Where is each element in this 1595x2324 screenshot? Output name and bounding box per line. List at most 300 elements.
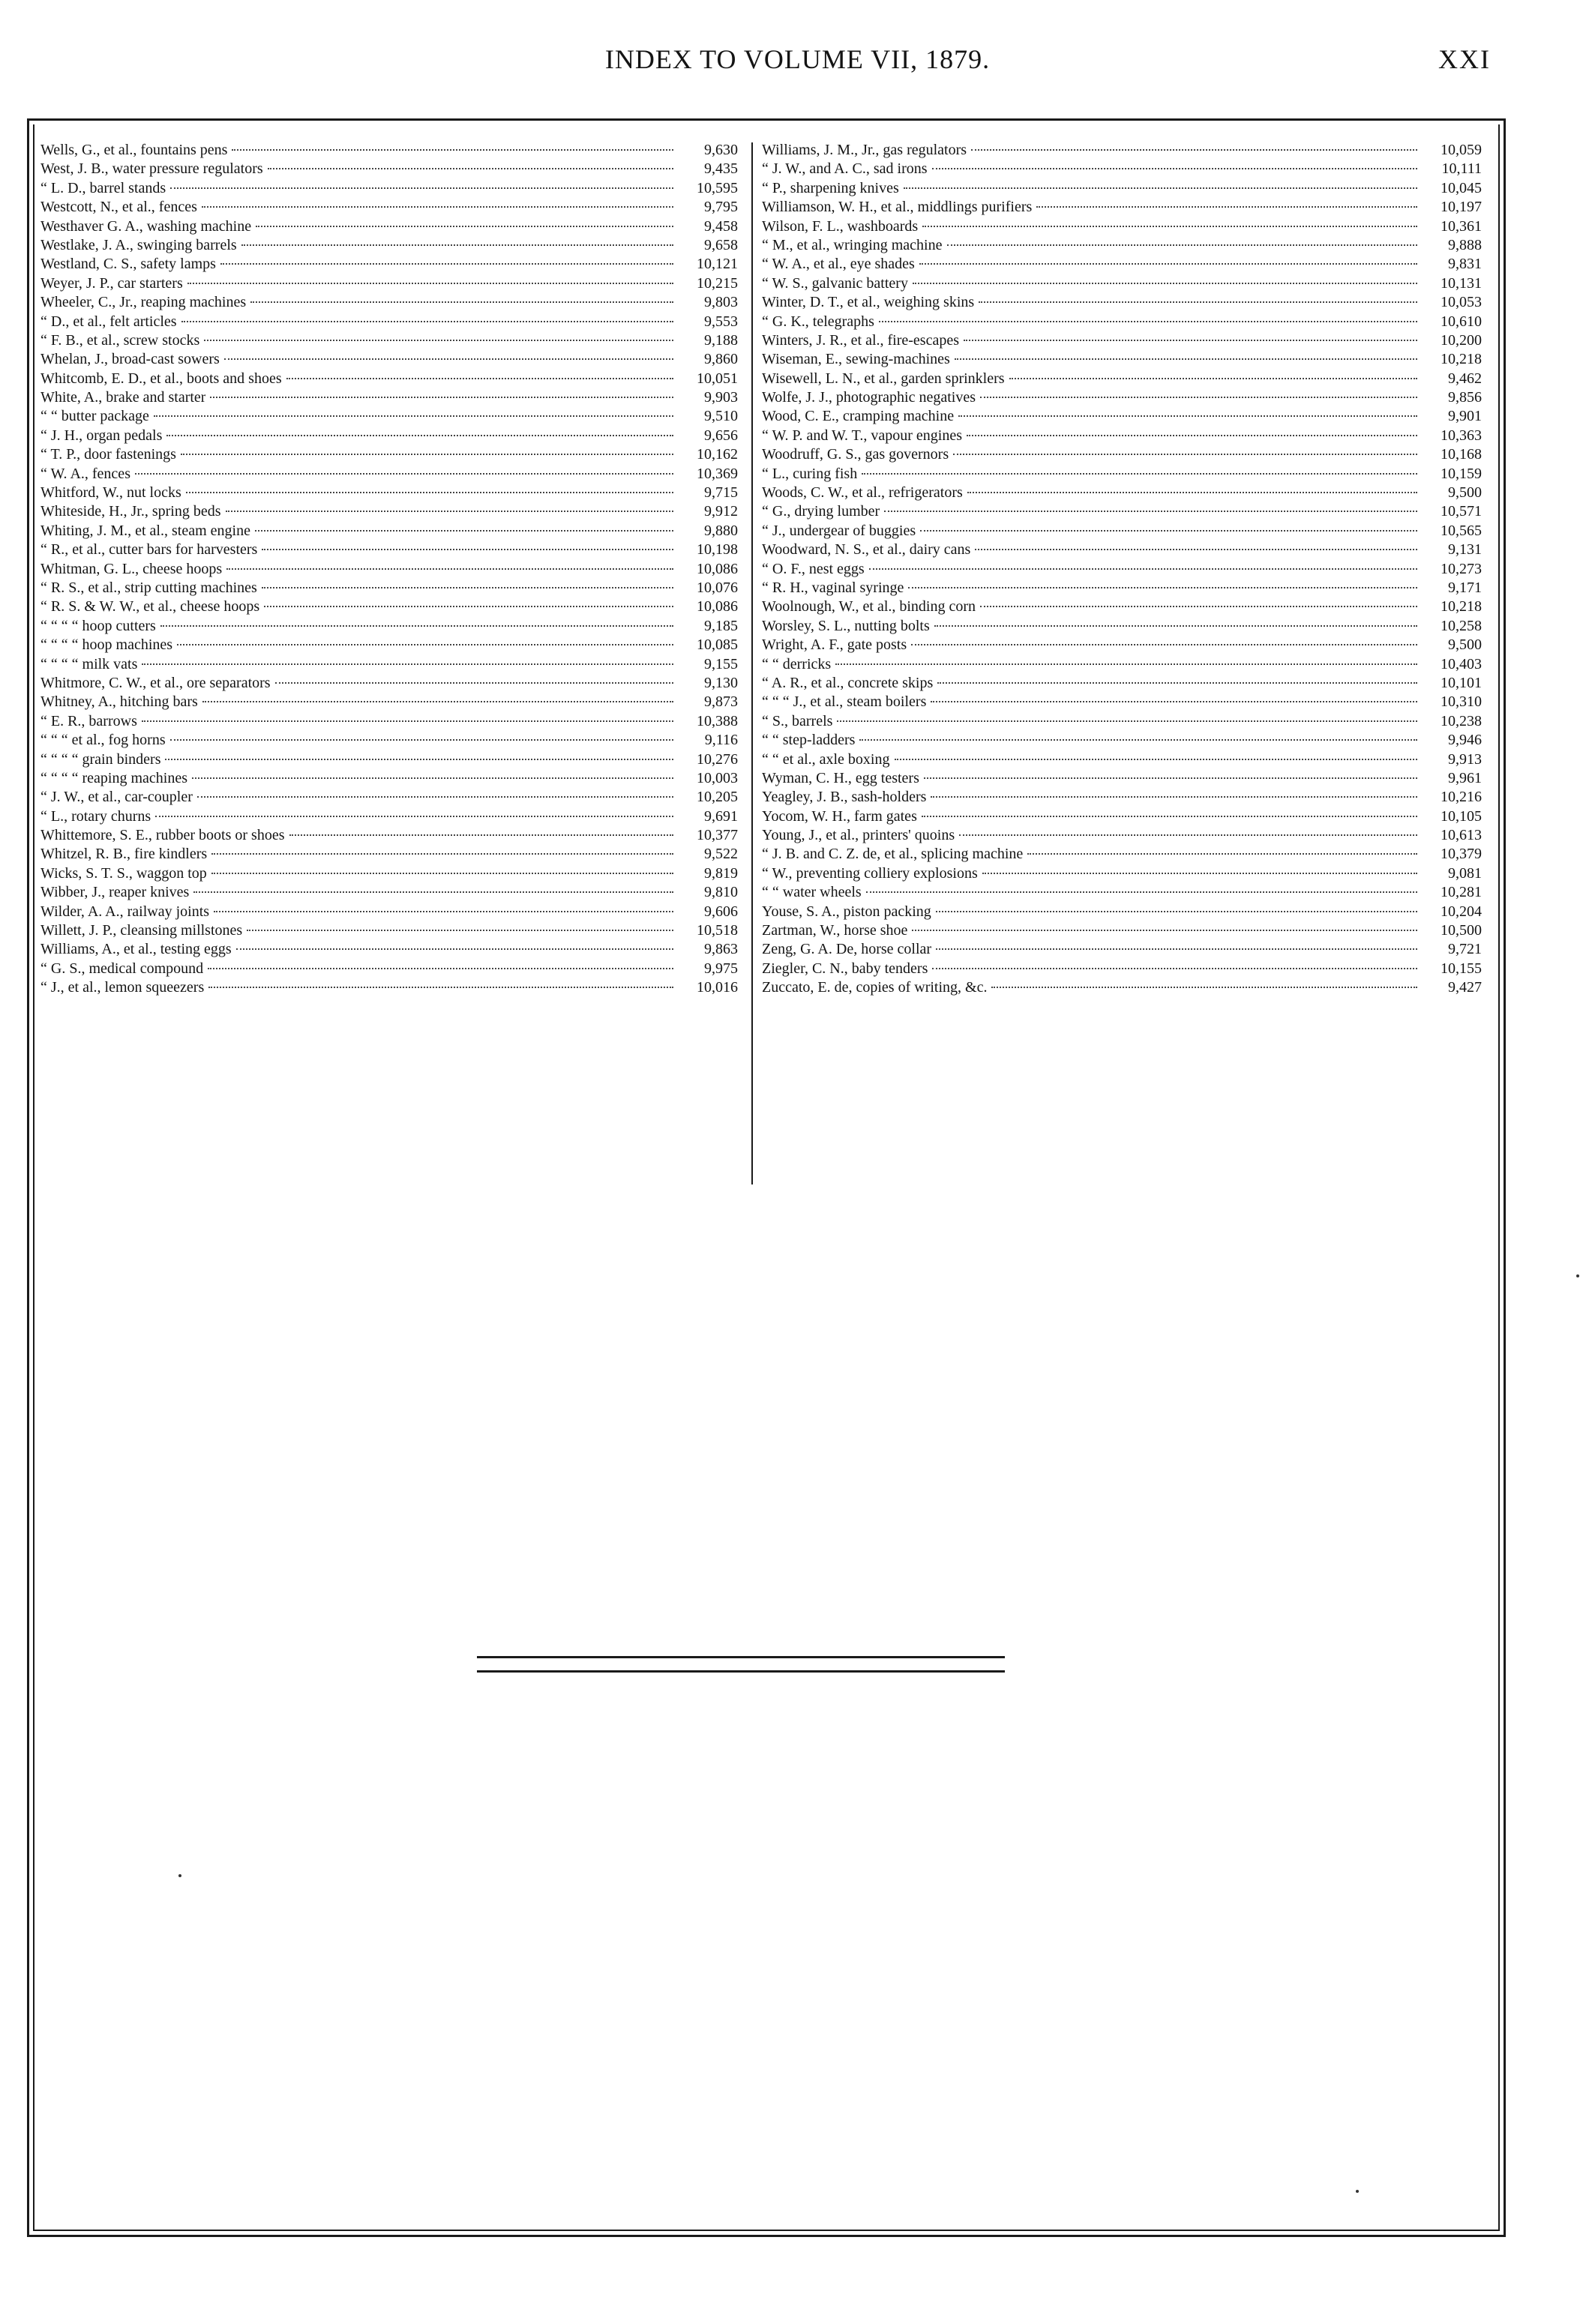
entry-name: “ P., sharpening knives: [762, 179, 899, 196]
entry-number: 9,819: [704, 864, 738, 882]
dot-leader: [165, 759, 673, 760]
dot-leader: [980, 397, 1417, 398]
index-entry: [762, 236, 1482, 255]
entry-name: Winters, J. R., et al., fire-escapes: [762, 331, 959, 349]
entry-name: Whiteside, H., Jr., spring beds: [40, 503, 221, 520]
entry-number: 10,086: [697, 560, 738, 577]
dot-leader: [166, 435, 673, 436]
entry-number: 10,613: [1441, 827, 1482, 844]
dot-leader: [1009, 378, 1417, 379]
entry-number: 10,121: [697, 256, 738, 273]
index-entry: [762, 350, 1482, 369]
index-entry: [40, 617, 738, 636]
index-entry: [762, 388, 1482, 407]
index-entry: [762, 978, 1482, 997]
entry-number: 9,658: [704, 236, 738, 253]
index-entry: [762, 465, 1482, 484]
entry-number: 10,086: [697, 598, 738, 615]
entry-name: “ R., et al., cutter bars for harvesters: [40, 541, 258, 559]
entry-name: Yeagley, J. B., sash-holders: [762, 789, 927, 806]
index-entry: [762, 655, 1482, 674]
entry-name: Williams, A., et al., testing eggs: [40, 941, 232, 958]
end-rule-top: [477, 1656, 1005, 1658]
entry-name: Williamson, W. H., et al., middlings purifiers: [762, 199, 1033, 216]
entry-number: 9,903: [704, 389, 738, 406]
index-entry: [762, 750, 1482, 769]
entry-name: Westhaver G. A., washing machine: [40, 217, 252, 235]
entry-name: “ E. R., barrows: [40, 712, 137, 729]
dot-leader: [936, 948, 1417, 950]
dot-leader: [908, 587, 1417, 588]
entry-number: 9,831: [1448, 256, 1482, 273]
index-entry: [40, 141, 738, 160]
entry-number: 9,630: [704, 142, 738, 158]
dot-leader: [953, 454, 1417, 455]
entry-number: 9,913: [1448, 750, 1482, 768]
index-entry: [762, 883, 1482, 902]
entry-name: Zeng, G. A. De, horse collar: [762, 941, 932, 958]
entry-name: Worsley, S. L., nutting bolts: [762, 617, 930, 634]
entry-number: 10,111: [1441, 160, 1482, 178]
entry-number: 9,081: [1448, 864, 1482, 882]
index-entry: [762, 293, 1482, 312]
dot-leader: [975, 549, 1417, 550]
dot-leader: [211, 873, 673, 874]
index-entry: [762, 769, 1482, 788]
index-entry: [40, 160, 738, 178]
index-entry: [762, 712, 1482, 731]
entry-number: 9,155: [704, 655, 738, 672]
dot-leader: [155, 816, 673, 817]
entry-name: “ O. F., nest eggs: [762, 560, 865, 577]
dot-leader: [955, 358, 1417, 360]
entry-name: “ J., undergear of buggies: [762, 522, 916, 539]
entry-name: “ J. W., et al., car-coupler: [40, 789, 193, 806]
dot-leader: [224, 358, 673, 360]
entry-number: 10,159: [1441, 465, 1482, 482]
entry-name: West, J. B., water pressure regulators: [40, 160, 263, 178]
dot-leader: [135, 473, 673, 475]
entry-name: Willett, J. P., cleansing millstones: [40, 922, 243, 939]
entry-number: 10,518: [697, 922, 738, 939]
entry-number: 10,377: [697, 827, 738, 844]
entry-number: 9,888: [1448, 236, 1482, 253]
dot-leader: [255, 530, 673, 532]
entry-name: Whitman, G. L., cheese hoops: [40, 560, 223, 577]
dot-leader: [967, 492, 1417, 493]
entry-name: “ “ water wheels: [762, 884, 862, 901]
index-entry: [40, 883, 738, 902]
index-entry: [762, 693, 1482, 711]
dot-leader: [835, 663, 1417, 665]
index-entry: [762, 427, 1482, 445]
dot-leader: [262, 549, 673, 550]
index-entry: [40, 407, 738, 426]
dot-leader: [934, 625, 1417, 627]
ink-speck: [1356, 2190, 1359, 2193]
entry-name: “ “ “ “ milk vats: [40, 655, 138, 672]
dot-leader: [256, 226, 673, 227]
entry-number: 9,961: [1448, 769, 1482, 786]
index-entry: [762, 484, 1482, 502]
entry-number: 10,131: [1441, 274, 1482, 292]
entry-number: 10,198: [697, 541, 738, 559]
dot-leader: [170, 739, 673, 741]
index-entry: [40, 179, 738, 198]
dot-leader: [979, 301, 1417, 303]
index-entry: [762, 522, 1482, 541]
entry-number: 10,101: [1441, 674, 1482, 691]
entry-name: “ F. B., et al., screw stocks: [40, 331, 200, 349]
index-entry: [762, 807, 1482, 826]
entry-number: 10,197: [1441, 199, 1482, 216]
entry-name: Whittemore, S. E., rubber boots or shoes: [40, 827, 285, 844]
dot-leader: [210, 397, 673, 398]
dot-leader: [837, 720, 1417, 722]
dot-leader: [913, 283, 1417, 284]
dot-leader: [936, 911, 1417, 912]
index-entry: [40, 826, 738, 845]
entry-number: 9,795: [704, 199, 738, 216]
dot-leader: [160, 625, 673, 627]
dot-leader: [289, 834, 674, 836]
entry-number: 10,388: [697, 712, 738, 729]
dot-leader: [947, 244, 1418, 246]
index-entry: [40, 236, 738, 255]
index-entry: [40, 293, 738, 312]
index-entry: [40, 921, 738, 940]
entry-number: 9,721: [1448, 941, 1482, 958]
entry-name: Wiseman, E., sewing-machines: [762, 351, 950, 368]
entry-number: 10,281: [1441, 884, 1482, 901]
dot-leader: [170, 187, 673, 189]
entry-number: 9,810: [704, 884, 738, 901]
index-entry: [40, 274, 738, 293]
entry-number: 9,656: [704, 427, 738, 444]
entry-name: Wolfe, J. J., photographic negatives: [762, 389, 976, 406]
dot-leader: [919, 263, 1417, 265]
dot-leader: [971, 149, 1417, 151]
dot-leader: [286, 378, 673, 379]
dot-leader: [232, 149, 673, 151]
index-entry: [762, 674, 1482, 693]
entry-number: 9,946: [1448, 732, 1482, 749]
index-entry: [762, 864, 1482, 883]
dot-leader: [262, 587, 673, 588]
entry-name: “ L., rotary churns: [40, 807, 151, 825]
index-entry: [40, 502, 738, 521]
index-entry: [40, 350, 738, 369]
entry-name: “ J., et al., lemon squeezers: [40, 979, 205, 996]
entry-number: 10,216: [1441, 789, 1482, 806]
entry-name: “ R. S., et al., strip cutting machines: [40, 579, 257, 596]
index-entry: [40, 845, 738, 864]
end-rule-bottom: [477, 1670, 1005, 1673]
entry-name: “ “ step-ladders: [762, 732, 856, 749]
index-entry: [762, 255, 1482, 274]
entry-name: “ “ derricks: [762, 655, 832, 672]
index-entry: [762, 331, 1482, 350]
entry-number: 9,691: [704, 807, 738, 825]
entry-number: 9,715: [704, 484, 738, 502]
index-entry: [40, 465, 738, 484]
index-column-left: [40, 141, 738, 998]
entry-name: “ W. A., fences: [40, 465, 130, 482]
entry-name: Wright, A. F., gate posts: [762, 636, 907, 654]
entry-number: 9,185: [704, 617, 738, 634]
index-entry: [40, 331, 738, 350]
entry-name: Wilder, A. A., railway joints: [40, 903, 210, 920]
entry-number: 9,116: [704, 732, 738, 749]
column-divider: [751, 142, 753, 1184]
entry-name: Whitzel, R. B., fire kindlers: [40, 846, 208, 863]
entry-number: 10,403: [1441, 655, 1482, 672]
dot-leader: [920, 530, 1417, 532]
entry-number: 10,500: [1441, 922, 1482, 939]
entry-number: 10,085: [697, 636, 738, 654]
dot-leader: [862, 473, 1417, 475]
entry-number: 10,369: [697, 465, 738, 482]
dot-leader: [177, 644, 673, 645]
index-column-right: [762, 141, 1482, 998]
entry-name: “ W. S., galvanic battery: [762, 274, 908, 292]
index-entry: [762, 541, 1482, 559]
index-entry: [40, 388, 738, 407]
dot-leader: [236, 948, 673, 950]
entry-number: 10,059: [1441, 142, 1482, 158]
dot-leader: [904, 187, 1417, 189]
dot-leader: [866, 891, 1417, 893]
dot-leader: [275, 682, 673, 684]
entry-name: Whiting, J. M., et al., steam engine: [40, 522, 250, 539]
entry-name: Yocom, W. H., farm gates: [762, 807, 917, 825]
entry-number: 10,155: [1441, 960, 1482, 977]
dot-leader: [911, 644, 1417, 645]
dot-leader: [980, 606, 1417, 607]
entry-number: 10,204: [1441, 903, 1482, 920]
dot-leader: [226, 568, 673, 570]
dot-leader: [204, 340, 673, 341]
dot-leader: [202, 701, 673, 702]
index-entry: [40, 788, 738, 807]
entry-name: Wheeler, C., Jr., reaping machines: [40, 294, 247, 311]
entry-name: Wibber, J., reaper knives: [40, 884, 190, 901]
entry-number: 9,188: [704, 331, 738, 349]
index-entry: [40, 560, 738, 579]
entry-number: 10,215: [697, 274, 738, 292]
entry-name: Winter, D. T., et al., weighing skins: [762, 294, 975, 311]
dot-leader: [931, 796, 1417, 798]
entry-name: “ “ “ “ grain binders: [40, 750, 161, 768]
dot-leader: [959, 834, 1417, 836]
entry-name: “ “ et al., axle boxing: [762, 750, 890, 768]
entry-name: Williams, J. M., Jr., gas regulators: [762, 142, 967, 158]
index-entry: [40, 978, 738, 997]
index-entry: [762, 788, 1482, 807]
entry-name: “ “ “ “ hoop cutters: [40, 617, 156, 634]
index-entry: [40, 674, 738, 693]
dot-leader: [186, 492, 673, 493]
entry-number: 10,218: [1441, 598, 1482, 615]
index-entry: [762, 903, 1482, 921]
entry-number: 9,131: [1448, 541, 1482, 559]
dot-leader: [884, 511, 1417, 512]
dot-leader: [1027, 853, 1417, 855]
entry-number: 9,856: [1448, 389, 1482, 406]
entry-number: 9,435: [704, 160, 738, 178]
index-entry: [762, 731, 1482, 750]
entry-name: “ W. P. and W. T., vapour engines: [762, 427, 963, 444]
index-entry: [40, 370, 738, 388]
dot-leader: [247, 930, 673, 931]
entry-name: Woodruff, G. S., gas governors: [762, 446, 949, 463]
entry-number: 10,076: [697, 579, 738, 596]
index-entry: [762, 921, 1482, 940]
entry-number: 10,200: [1441, 331, 1482, 349]
index-entry: [40, 940, 738, 959]
index-entry: [762, 217, 1482, 236]
dot-leader: [214, 911, 673, 912]
entry-name: “ G., drying lumber: [762, 503, 880, 520]
entry-name: Weyer, J. P., car starters: [40, 274, 183, 292]
index-entry: [40, 255, 738, 274]
dot-leader: [958, 415, 1417, 417]
index-entry: [40, 579, 738, 597]
entry-number: 9,130: [704, 674, 738, 691]
index-entry: [40, 769, 738, 788]
entry-name: Woodward, N. S., et al., dairy cans: [762, 541, 971, 559]
entry-name: “ R. H., vaginal syringe: [762, 579, 904, 596]
index-entry: [40, 445, 738, 464]
index-entry: [40, 522, 738, 541]
index-entry: [40, 712, 738, 731]
entry-number: 10,310: [1441, 693, 1482, 711]
dot-leader: [264, 606, 673, 607]
index-entry: [762, 141, 1482, 160]
index-entry: [762, 179, 1482, 198]
index-entry: [40, 484, 738, 502]
entry-number: 10,571: [1441, 503, 1482, 520]
dot-leader: [241, 244, 673, 246]
entry-number: 9,803: [704, 294, 738, 311]
entry-number: 10,205: [697, 789, 738, 806]
entry-name: Woods, C. W., et al., refrigerators: [762, 484, 963, 502]
dot-leader: [895, 759, 1418, 760]
entry-number: 9,427: [1448, 979, 1482, 996]
entry-number: 10,363: [1441, 427, 1482, 444]
entry-number: 10,610: [1441, 313, 1482, 330]
entry-number: 10,003: [697, 769, 738, 786]
dot-leader: [912, 930, 1417, 931]
dot-leader: [181, 321, 673, 322]
entry-number: 9,522: [704, 846, 738, 863]
entry-number: 10,273: [1441, 560, 1482, 577]
entry-number: 10,218: [1441, 351, 1482, 368]
dot-leader: [250, 301, 673, 303]
entry-number: 10,565: [1441, 522, 1482, 539]
dot-leader: [154, 415, 673, 417]
entry-name: Whitcomb, E. D., et al., boots and shoes: [40, 370, 282, 387]
dot-leader: [932, 968, 1417, 969]
entry-name: Wood, C. E., cramping machine: [762, 408, 955, 425]
entry-number: 9,171: [1448, 579, 1482, 596]
index-entry: [762, 313, 1482, 331]
entry-number: 9,880: [704, 522, 738, 539]
index-entry: [40, 731, 738, 750]
index-entry: [762, 198, 1482, 217]
entry-name: “ “ butter package: [40, 408, 149, 425]
entry-number: 9,510: [704, 408, 738, 425]
entry-name: “ A. R., et al., concrete skips: [762, 674, 934, 691]
entry-number: 9,458: [704, 217, 738, 235]
entry-name: “ G. K., telegraphs: [762, 313, 874, 330]
entry-number: 10,595: [697, 179, 738, 196]
entry-number: 9,873: [704, 693, 738, 711]
entry-name: Whitney, A., hitching bars: [40, 693, 198, 711]
entry-name: “ D., et al., felt articles: [40, 313, 177, 330]
index-entry: [762, 445, 1482, 464]
dot-leader: [142, 720, 673, 722]
dot-leader: [197, 796, 673, 798]
entry-number: 9,860: [704, 351, 738, 368]
entry-name: Westcott, N., et al., fences: [40, 199, 197, 216]
page-title: INDEX TO VOLUME VII, 1879.: [604, 44, 991, 74]
index-entry: [40, 960, 738, 978]
entry-number: 10,051: [697, 370, 738, 387]
index-entry: [40, 541, 738, 559]
entry-name: Whitmore, C. W., et al., ore separators: [40, 674, 271, 691]
entry-name: “ S., barrels: [762, 712, 833, 729]
ink-speck: [1576, 1274, 1579, 1277]
index-entry: [40, 597, 738, 616]
dot-leader: [879, 321, 1417, 322]
dot-leader: [208, 968, 673, 969]
entry-number: 9,863: [704, 941, 738, 958]
dot-leader: [967, 435, 1417, 436]
page-number: XXI: [1438, 44, 1491, 74]
entry-number: 10,379: [1441, 846, 1482, 863]
entry-number: 9,462: [1448, 370, 1482, 387]
index-entry: [40, 427, 738, 445]
entry-name: “ G. S., medical compound: [40, 960, 204, 977]
dot-leader: [193, 891, 673, 893]
entry-name: Westland, C. S., safety lamps: [40, 256, 216, 273]
entry-number: 9,912: [704, 503, 738, 520]
entry-number: 10,162: [697, 446, 738, 463]
index-entry: [762, 560, 1482, 579]
dot-leader: [187, 283, 673, 284]
index-entry: [762, 597, 1482, 616]
entry-name: “ J. B. and C. Z. de, et al., splicing machine: [762, 846, 1024, 863]
dot-leader: [931, 701, 1417, 702]
entry-name: Youse, S. A., piston packing: [762, 903, 931, 920]
entry-number: 9,553: [704, 313, 738, 330]
entry-name: Wicks, S. T. S., waggon top: [40, 864, 207, 882]
entry-name: “ J. W., and A. C., sad irons: [762, 160, 928, 178]
entry-name: Ziegler, C. N., baby tenders: [762, 960, 928, 977]
entry-number: 9,500: [1448, 484, 1482, 502]
entry-name: Westlake, J. A., swinging barrels: [40, 236, 237, 253]
entry-name: Zartman, W., horse shoe: [762, 922, 908, 939]
entry-name: Whelan, J., broad-cast sowers: [40, 351, 220, 368]
entry-number: 10,276: [697, 750, 738, 768]
dot-leader: [268, 168, 673, 169]
entry-number: 9,901: [1448, 408, 1482, 425]
index-entry: [40, 217, 738, 236]
index-entry: [40, 655, 738, 674]
entry-name: Wyman, C. H., egg testers: [762, 769, 919, 786]
entry-number: 9,606: [704, 903, 738, 920]
